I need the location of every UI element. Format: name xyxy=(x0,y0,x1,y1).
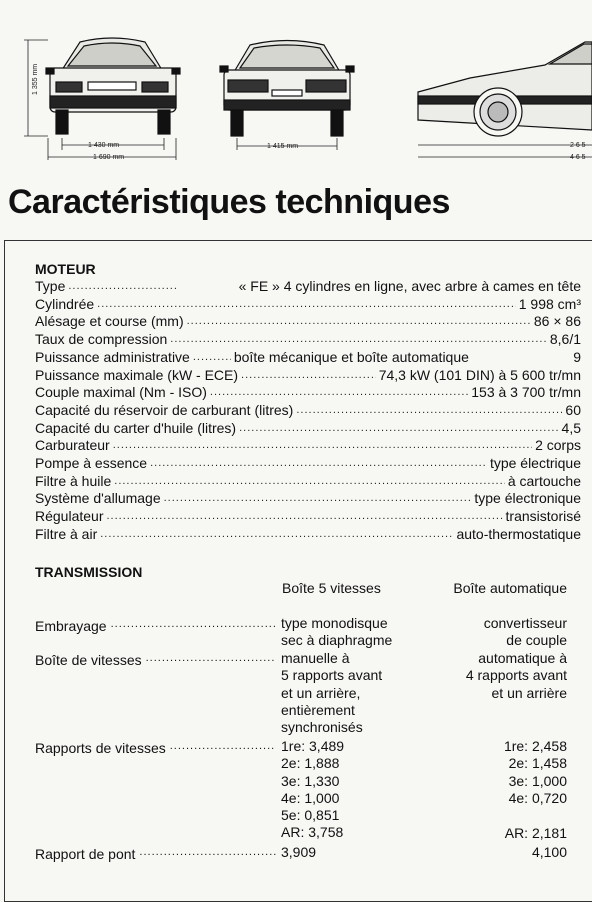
spec-value: transistorisé xyxy=(505,508,581,525)
spec-label: Filtre à huile xyxy=(35,472,112,489)
pont-label-row xyxy=(35,846,280,862)
rapports-auto-reverse: AR: 2,181 xyxy=(504,824,567,841)
spec-value: « FE » 4 cylindres en ligne, avec arbre à cames en tête xyxy=(238,278,581,294)
spec-label: Pompe à essence xyxy=(35,455,148,471)
spec-label: Régulateur xyxy=(35,508,104,525)
car-side-view xyxy=(418,42,592,136)
spec-value: 4,5 xyxy=(561,419,581,436)
front-track-dimension: 1 430 mm xyxy=(88,142,120,149)
spec-label: Capacité du réservoir de carburant (litres) xyxy=(35,401,294,418)
spec-row-cylindree xyxy=(35,295,581,313)
spec-value: à cartouche xyxy=(507,472,581,489)
spec-value: type électrique xyxy=(489,455,581,471)
spec-row-compression xyxy=(35,330,581,348)
spec-label: Type xyxy=(35,278,66,294)
spec-value: 86 × 86 xyxy=(533,313,581,330)
page-title: Caractéristiques techniques xyxy=(8,183,450,221)
spec-value: 9 xyxy=(573,348,581,365)
side-dimension-1: 2 6 5 xyxy=(570,142,586,149)
spec-label: Carburateur xyxy=(35,437,110,454)
spec-label: Puissance administrative xyxy=(35,348,190,365)
spec-label: Alésage et course (mm) xyxy=(35,313,184,330)
boite-manual: manuelle à 5 rapports avant et un arrière, entièrement synchronisés xyxy=(281,650,383,736)
spec-row-carburateur xyxy=(35,436,581,454)
front-width-dimension: 1 690 mm xyxy=(93,154,125,161)
spec-row-type xyxy=(35,277,581,295)
embrayage-manual: type monodisque sec à diaphragme xyxy=(281,615,393,649)
spec-label: Capacité du carter d'huile (litres) xyxy=(35,419,237,436)
spec-value: 153 à 3 700 tr/mn xyxy=(471,384,581,401)
embrayage-label: Embrayage xyxy=(35,618,107,634)
rapports-manual: 1re: 3,489 2e: 1,888 3e: 1,330 4e: 1,000 5e: 0,851 AR: 3,758 xyxy=(281,738,345,841)
spec-row-reservoir xyxy=(35,401,581,419)
pont-label: Rapport de pont xyxy=(35,846,136,862)
spec-value: 74,3 kW (101 DIN) à 5 600 tr/mn xyxy=(378,366,581,383)
car-rear-view xyxy=(220,41,354,137)
spec-row-alesage xyxy=(35,312,581,330)
rear-track-dimension: 1 415 mm xyxy=(267,143,299,150)
embrayage-label-row xyxy=(35,618,280,634)
side-dimension-2: 4 6 5 xyxy=(570,154,586,161)
spec-row-puissance-admin xyxy=(35,348,581,366)
pont-auto: 4,100 xyxy=(531,844,567,860)
car-front-view xyxy=(46,38,180,134)
spec-mid: boîte mécanique et boîte automatique xyxy=(233,348,469,365)
spec-row-puissance-max xyxy=(35,366,581,384)
spec-label: Puissance maximale (kW - ECE) xyxy=(35,366,239,383)
spec-value: type électronique xyxy=(474,490,581,507)
car-dimension-drawings xyxy=(0,0,592,170)
height-dimension: 1 355 mm xyxy=(32,63,39,95)
spec-value: 2 corps xyxy=(535,437,581,454)
spec-row-carter xyxy=(35,419,581,437)
spec-value: 1 998 cm³ xyxy=(518,295,581,312)
spec-row-pompe xyxy=(35,454,581,472)
rapports-label-row xyxy=(35,740,280,756)
moteur-heading: MOTEUR xyxy=(35,261,96,277)
spec-row-couple xyxy=(35,383,581,401)
col-manual-header: Boîte 5 vitesses xyxy=(282,580,381,596)
side-dimension-lines xyxy=(418,145,592,157)
spec-label: Taux de compression xyxy=(35,331,168,348)
spec-label: Système d'allumage xyxy=(35,490,161,507)
boite-label: Boîte de vitesses xyxy=(35,652,142,668)
spec-row-filtre-air xyxy=(35,525,581,543)
col-auto-header: Boîte automatique xyxy=(453,580,567,596)
rapports-label: Rapports de vitesses xyxy=(35,740,166,756)
spec-row-filtre-huile xyxy=(35,472,581,490)
spec-label: Couple maximal (Nm - ISO) xyxy=(35,384,207,401)
boite-label-row xyxy=(35,652,280,668)
spec-row-allumage xyxy=(35,489,581,507)
spec-value: 8,6/1 xyxy=(549,331,581,348)
spec-row-regulateur xyxy=(35,507,581,525)
spec-value: auto-thermostatique xyxy=(456,525,581,542)
boite-auto: automatique à 4 rapports avant et un arrière xyxy=(465,650,567,701)
spec-value: 60 xyxy=(565,401,581,418)
spec-label: Cylindrée xyxy=(35,295,95,312)
pont-manual: 3,909 xyxy=(281,844,317,860)
embrayage-auto: convertisseur de couple xyxy=(483,615,567,649)
rapports-auto: 1re: 2,458 2e: 1,458 3e: 1,000 4e: 0,720 xyxy=(503,738,567,806)
transmission-heading: TRANSMISSION xyxy=(35,564,143,580)
spec-label: Filtre à air xyxy=(35,525,98,542)
